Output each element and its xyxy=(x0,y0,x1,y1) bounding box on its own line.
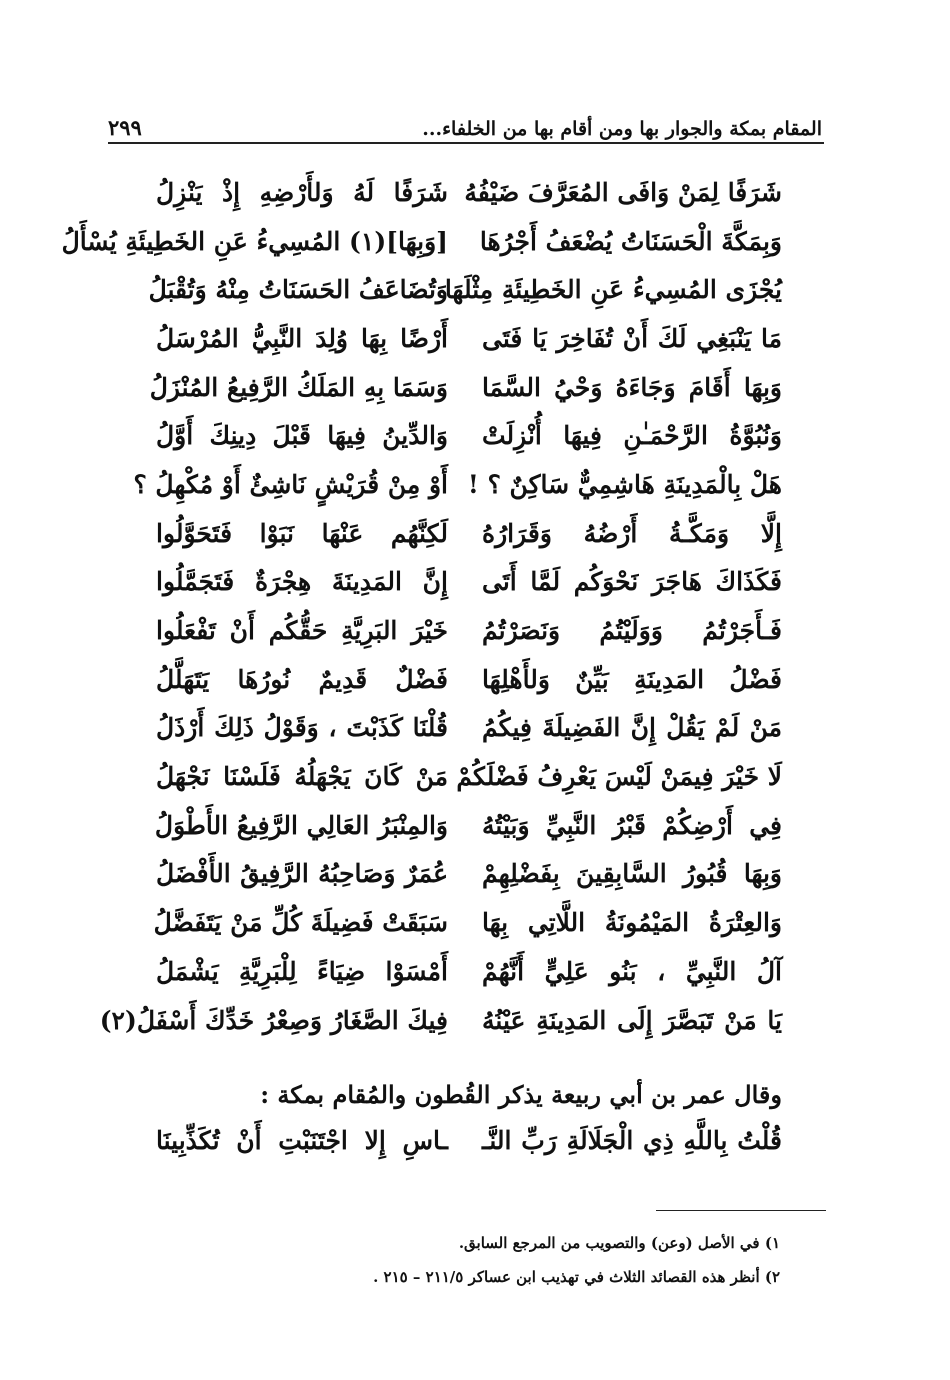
first-hemistich: وَنُبُوَّةُ الرَّحْمَـٰنِ فِيهَا أُنْزِلَتْ xyxy=(482,421,782,451)
first-hemistich: شَرَفًا لِمَنْ وَافَى المُعَرَّفَ ضَيْفُهُ xyxy=(464,177,782,207)
second-hemistich: أَرْضًا بِهَا وُلِدَ النَّبِيُّ المُرْسَلُ xyxy=(156,323,448,353)
final-verse-second-hemistich: ـاسِ إِلا اجْتَنَبْتِ أَنْ تُكَذِّبِينَا xyxy=(156,1126,448,1155)
first-hemistich: يَا مَنْ تَبَصَّرَ إِلَى المَدِينَةِ عَيْنُهُ xyxy=(482,1005,782,1035)
first-hemistich: مَا يَنْبَغِي لَكَ أَنْ تُفَاخِرَ يَا فَتَى xyxy=(482,323,782,353)
first-hemistich: وَبِمَكَّةَ الْحَسَنَاتُ يُضْعَفُ أَجْرُهَا xyxy=(479,226,782,256)
verse-line xyxy=(156,704,782,753)
first-hemistich: هَلْ بِالْمَدِينَةِ هَاشِمِيٌّ سَاكِنٌ ؟ ! xyxy=(467,469,782,499)
second-hemistich: سَبَقَتْ فَضِيلَةَ كُلِّ مَنْ يَتَفَضَّلُ xyxy=(153,908,448,938)
second-hemistich: شَرَفًا لَهُ وَلأَرْضِهِ إِذْ يَنْزِلُ xyxy=(156,177,448,207)
verse-line xyxy=(149,363,782,412)
first-hemistich: فَـأَجَرْتُمُ وَوَلَيْتُمُ وَنَصَرْتُمُ xyxy=(482,616,782,646)
second-hemistich: فَضْلٌ قَدِيمٌ نُورُهَا يَتَهَلَّلُ xyxy=(156,664,448,694)
verse-line xyxy=(156,947,782,996)
footnotes xyxy=(120,1226,780,1294)
first-hemistich: فَضْلُ المَدِينَةِ بَيِّنٌ وَلأَهْلِهَا xyxy=(482,664,782,694)
verse-line xyxy=(153,898,782,947)
second-hemistich: لَكِنَّهُم عَنْهَا نَبَوْا فَتَحَوَّلُوا xyxy=(156,518,448,548)
page-header xyxy=(108,100,822,140)
second-hemistich: وَسَمَا بِهِ المَلَكُ الرَّفِيعُ المُنْزَلُ xyxy=(149,372,448,402)
second-hemistich: أَوْ مِنْ قُرَيْشٍ نَاشِئٌ أَوْ مُكْهِلُ ؟ xyxy=(133,469,448,499)
second-hemistich: قُلْنَا كَذَبْتَ ، وَقَوْلُ ذَلِكَ أَرْذَلُ xyxy=(156,713,448,743)
verse-line xyxy=(156,801,782,850)
page-number: ٢٩٩ xyxy=(108,115,142,140)
poem xyxy=(61,168,782,1044)
verse-line xyxy=(156,314,782,363)
footnote-1: ١) في الأصل (وعن) والتصويب من المرجع السابق. xyxy=(458,1234,780,1252)
first-hemistich: يُجْزَى المُسِيءُ عَنِ الخَطِيئَةِ مِثْلَهَا xyxy=(444,275,782,305)
verse-line xyxy=(156,655,782,704)
first-hemistich: فِي أَرْضِكُمْ قَبْرُ النَّبِيِّ وَبَيْتُهُ xyxy=(482,810,782,840)
second-hemistich: إِنَّ المَدِينَةَ هِجْرَةٌ فَتَجَمَّلُوا xyxy=(156,567,448,597)
second-hemistich: أَمْسَوْا ضِيَاءً لِلْبَرِيَّةِ يَشْمَلُ xyxy=(156,956,448,986)
verse-line xyxy=(99,996,782,1045)
first-hemistich: فَكَذَاكَ هَاجَرَ نَحْوَكُم لَمَّا أَتَى xyxy=(482,567,782,597)
verse-line xyxy=(156,509,782,558)
first-hemistich: وَبِهَا أَقَامَ وَجَاءَهُ وَحْيُ السَّمَا xyxy=(482,372,782,402)
final-verse xyxy=(156,1126,782,1155)
verse-line xyxy=(148,265,782,314)
verse-line xyxy=(156,168,782,217)
second-hemistich: [وَبِهَا](١) المُسِيءُ عَنِ الخَطِيئَةِ يُسْأَلُ xyxy=(61,226,448,256)
first-hemistich: مَنْ لَمْ يَقُلْ إِنَّ الفَضِيلَةَ فِيكُمُ xyxy=(482,713,782,743)
second-hemistich: وَالمِنْبَرُ العَالِي الرَّفِيعُ الأَطْوَلُ xyxy=(154,810,448,840)
footnote-2: ٢) أنظر هذه القصائد الثلاث في تهذيب ابن عساكر ٢١١/٥ – ٢١٥ . xyxy=(373,1268,780,1286)
footnote-rule xyxy=(656,1210,826,1211)
verse-line xyxy=(156,850,782,899)
final-verse-first-hemistich: قُلْتُ بِاللَّهِ ذِي الْجَلَالَةِ رَبِّ النَّـ xyxy=(482,1126,782,1155)
header-rule xyxy=(108,142,824,144)
first-hemistich: وَبِهَا قُبُورُ السَّابِقِينَ بِفَضْلِهِمْ xyxy=(482,859,782,889)
first-hemistich: وَالعِتْرَةُ المَيْمُونَةُ اللَّاتِي بِهَا xyxy=(482,908,782,938)
prose-line: وقال عمر بن أبي ربيعة يذكر القُطون والمُقام بمكة : xyxy=(260,1080,782,1109)
verse-line xyxy=(61,217,782,266)
second-hemistich: وَالدِّينُ فِيهَا قَبْلَ دِينِكَ أَوَّلُ xyxy=(156,421,448,451)
second-hemistich: خَيْرَ البَرِيَّةِ حَقُّكُم أَنْ تَفْعَلُوا xyxy=(156,616,448,646)
first-hemistich: لَا خَيْرَ فِيمَنْ لَيْسَ يَعْرِفُ فَضْلَكُمْ xyxy=(456,762,782,792)
verse-line xyxy=(156,411,782,460)
verse-line xyxy=(156,558,782,607)
first-hemistich: إِلَّا وَمَكَّـةُ أَرْضُهُ وَقَرَارُهُ xyxy=(482,518,782,548)
verse-line xyxy=(133,460,782,509)
second-hemistich: وَتُضَاعَفُ الحَسَنَاتُ مِنْهُ وَتُقْبَلُ xyxy=(148,275,448,305)
verse-line xyxy=(156,606,782,655)
running-title: المقام بمكة والجوار بها ومن أقام بها من الخلفاء... xyxy=(422,118,822,140)
second-hemistich: فِيكَ الصَّغَارُ وَصِعْرُ خَدِّكَ أَسْفَلُ(٢) xyxy=(99,1005,448,1035)
second-hemistich: مَنْ كَانَ يَجْهَلُهُ فَلَسْنَا نَجْهَلُ xyxy=(156,762,448,792)
second-hemistich: عُمَرٌ وَصَاحِبُهُ الرَّفِيقُ الأَفْضَلُ xyxy=(156,859,448,889)
first-hemistich: آلُ النَّبِيِّ ، بَنُو عَلِيٍّ أَنَّهُمْ xyxy=(482,956,782,986)
verse-line xyxy=(156,752,782,801)
